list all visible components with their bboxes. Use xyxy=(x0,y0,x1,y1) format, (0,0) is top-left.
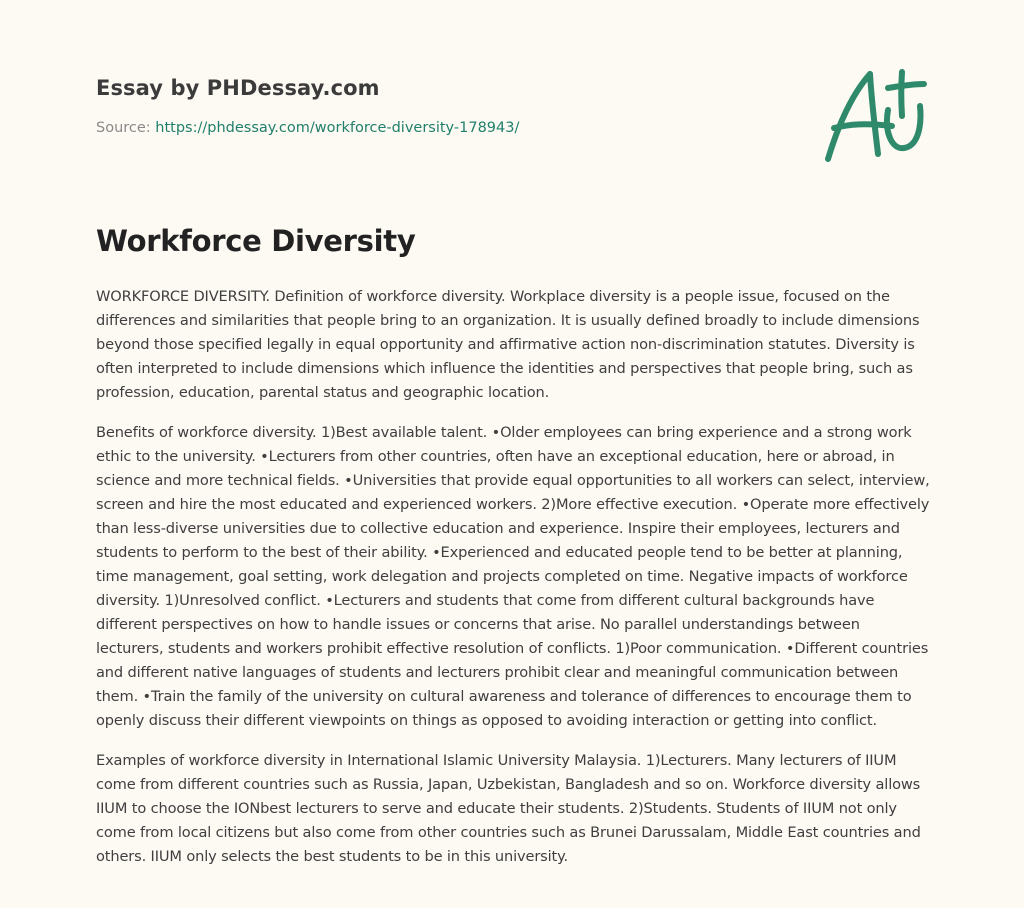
essay-paragraph: Examples of workforce diversity in International Islamic University Malaysia. 1)Lecturers. Many lecturers of IIUM come from different countries such as Russia, Japan, Uzbekistan, Bangladesh and so on. Workforce diversity allows IIUM to choose the IONbest lecturers to serve and educate their students. 2)Students. Students of IIUM not only come from local citizens but also come from other countries such as Brunei Darussalam, Middle East countries and others. IIUM only selects the best students to be in this university. xyxy=(96,752,921,865)
site-brand: Essay by PHDessay.com xyxy=(96,76,380,100)
source-link[interactable]: https://phdessay.com/workforce-diversity-178943/ xyxy=(155,120,520,136)
a-plus-grade-icon xyxy=(818,66,930,166)
essay-title: Workforce Diversity xyxy=(96,224,416,258)
source-line xyxy=(96,120,519,136)
essay-paragraph: Benefits of workforce diversity. 1)Best available talent. •Older employees can bring experience and a strong work ethic to the university. •Lecturers from other countries, often have an exceptional education, here or abroad, in science and more technical fields. •Universities that provide equal opportunities to all workers can select, interview, screen and hire the most educated and experienced workers. 2)More effective execution. •Operate more effectively than less-diverse universities due to collective education and experience. Inspire their employees, lecturers and students to perform to the best of their ability. •Experienced and educated people tend to be better at planning, time management, goal setting, work delegation and projects completed on time. Negative impacts of workforce diversity. 1)Unresolved conflict. •Lecturers and students that come from different cultural backgrounds have different perspectives on how to handle issues or concerns that arise. No parallel understandings between lecturers, students and workers prohibit effective resolution of conflicts. 1)Poor communication. •Different countries and different native languages of students and lecturers prohibit clear and meaningful communication between them. •Train the family of the university on cultural awareness and tolerance of differences to encourage them to openly discuss their different viewpoints on things as opposed to avoiding interaction or getting into conflict. xyxy=(96,424,930,729)
essay-paragraph: WORKFORCE DIVERSITY. Definition of workforce diversity. Workplace diversity is a people issue, focused on the differences and similarities that people bring to an organization. It is usually defined broadly to include dimensions beyond those specified legally in equal opportunity and affirmative action non-discrimination statutes. Diversity is often interpreted to include dimensions which influence the identities and perspectives that people bring, such as profession, education, parental status and geographic location. xyxy=(96,288,920,401)
essay-body xyxy=(96,285,931,885)
source-label: Source: xyxy=(96,120,156,136)
page-header xyxy=(96,76,519,136)
